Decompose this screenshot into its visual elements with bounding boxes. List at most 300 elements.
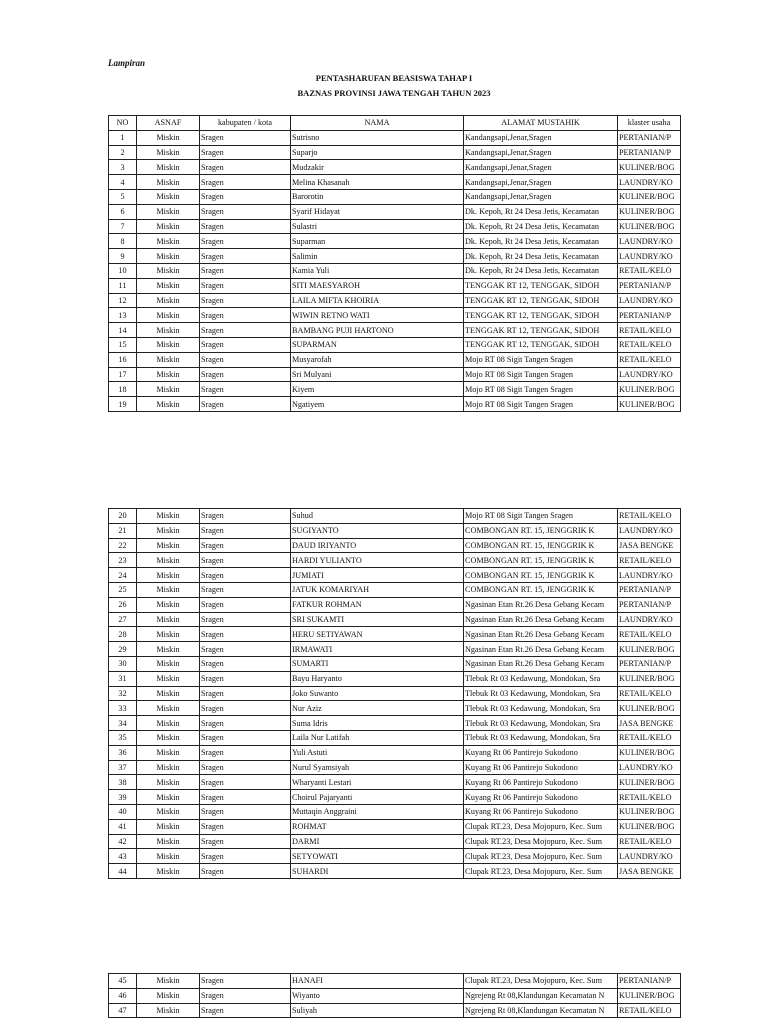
cell-alamat: Kandangsapi,Jenar,Sragen xyxy=(464,160,618,175)
cell-alamat: Ngasinan Etan Rt.26 Desa Gebang Kecam xyxy=(464,612,618,627)
cell-alamat: Kuyang Rt 06 Pantirejo Sukodono xyxy=(464,745,618,760)
cell-klaster: LAUNDRY/KO xyxy=(618,523,681,538)
cell-kabupaten: Sragen xyxy=(200,642,291,657)
cell-asnaf: Miskin xyxy=(137,864,200,879)
cell-kabupaten: Sragen xyxy=(200,730,291,745)
cell-nama: Ngatiyem xyxy=(291,397,464,412)
table-row xyxy=(109,627,681,642)
table-row xyxy=(109,189,681,204)
cell-klaster: PERTANIAN/P xyxy=(618,145,681,160)
cell-no: 23 xyxy=(109,553,137,568)
cell-klaster: RETAIL/KELO xyxy=(618,1003,681,1018)
cell-alamat: TENGGAK RT 12, TENGGAK, SIDOH xyxy=(464,337,618,352)
cell-nama: Joko Suwanto xyxy=(291,686,464,701)
cell-no: 25 xyxy=(109,582,137,597)
cell-asnaf: Miskin xyxy=(137,745,200,760)
cell-kabupaten: Sragen xyxy=(200,337,291,352)
table-row xyxy=(109,249,681,264)
table-row xyxy=(109,730,681,745)
cell-no: 26 xyxy=(109,597,137,612)
table-row xyxy=(109,760,681,775)
table-row xyxy=(109,834,681,849)
cell-no: 1 xyxy=(109,130,137,145)
cell-kabupaten: Sragen xyxy=(200,701,291,716)
cell-no: 44 xyxy=(109,864,137,879)
cell-no: 12 xyxy=(109,293,137,308)
cell-kabupaten: Sragen xyxy=(200,790,291,805)
cell-alamat: TENGGAK RT 12, TENGGAK, SIDOH xyxy=(464,323,618,338)
cell-nama: Choirul Pajaryanti xyxy=(291,790,464,805)
cell-alamat: Tlebuk Rt 03 Kedawung, Mondokan, Sra xyxy=(464,671,618,686)
cell-no: 4 xyxy=(109,175,137,190)
column-header-alamat: ALAMAT MUSTAHIK xyxy=(464,116,618,131)
cell-alamat: Mojo RT 08 Sigit Tangen Sragen xyxy=(464,509,618,524)
table-row xyxy=(109,509,681,524)
cell-no: 36 xyxy=(109,745,137,760)
cell-klaster: KULINER/BOG xyxy=(618,397,681,412)
cell-kabupaten: Sragen xyxy=(200,130,291,145)
cell-alamat: Dk. Kepoh, Rt 24 Desa Jetis, Kecamatan xyxy=(464,204,618,219)
cell-nama: HANAFI xyxy=(291,974,464,989)
cell-alamat: TENGGAK RT 12, TENGGAK, SIDOH xyxy=(464,278,618,293)
column-header-asnaf: ASNAF xyxy=(137,116,200,131)
cell-asnaf: Miskin xyxy=(137,145,200,160)
cell-kabupaten: Sragen xyxy=(200,145,291,160)
cell-no: 33 xyxy=(109,701,137,716)
cell-no: 27 xyxy=(109,612,137,627)
cell-klaster: LAUNDRY/KO xyxy=(618,293,681,308)
cell-asnaf: Miskin xyxy=(137,249,200,264)
cell-kabupaten: Sragen xyxy=(200,612,291,627)
table-row xyxy=(109,352,681,367)
cell-no: 38 xyxy=(109,775,137,790)
cell-no: 11 xyxy=(109,278,137,293)
document-title: PENTASHARUFAN BEASISWA TAHAP I xyxy=(315,73,473,83)
cell-nama: DARMI xyxy=(291,834,464,849)
cell-kabupaten: Sragen xyxy=(200,568,291,583)
cell-nama: Laila Nur Latifah xyxy=(291,730,464,745)
cell-no: 22 xyxy=(109,538,137,553)
table-row xyxy=(109,612,681,627)
cell-kabupaten: Sragen xyxy=(200,397,291,412)
table-row xyxy=(109,790,681,805)
table-row xyxy=(109,1003,681,1018)
cell-nama: Barorotin xyxy=(291,189,464,204)
cell-kabupaten: Sragen xyxy=(200,160,291,175)
cell-asnaf: Miskin xyxy=(137,775,200,790)
cell-nama: Syarif Hidayat xyxy=(291,204,464,219)
cell-no: 16 xyxy=(109,352,137,367)
cell-nama: HERU SETIYAWAN xyxy=(291,627,464,642)
cell-alamat: TENGGAK RT 12, TENGGAK, SIDOH xyxy=(464,293,618,308)
table-row xyxy=(109,204,681,219)
cell-asnaf: Miskin xyxy=(137,293,200,308)
cell-klaster: RETAIL/KELO xyxy=(618,834,681,849)
cell-alamat: Kuyang Rt 06 Pantirejo Sukodono xyxy=(464,760,618,775)
cell-no: 17 xyxy=(109,367,137,382)
cell-no: 46 xyxy=(109,988,137,1003)
recipients-table-3 xyxy=(108,973,681,1018)
cell-kabupaten: Sragen xyxy=(200,509,291,524)
cell-kabupaten: Sragen xyxy=(200,745,291,760)
cell-klaster: JASA BENGKE xyxy=(618,538,681,553)
table-row xyxy=(109,775,681,790)
cell-kabupaten: Sragen xyxy=(200,804,291,819)
cell-alamat: Tlebuk Rt 03 Kedawung, Mondokan, Sra xyxy=(464,686,618,701)
cell-no: 37 xyxy=(109,760,137,775)
table-row xyxy=(109,523,681,538)
cell-klaster: KULINER/BOG xyxy=(618,189,681,204)
table-row xyxy=(109,849,681,864)
cell-asnaf: Miskin xyxy=(137,701,200,716)
table-row xyxy=(109,553,681,568)
cell-asnaf: Miskin xyxy=(137,509,200,524)
table-row xyxy=(109,568,681,583)
table-row xyxy=(109,323,681,338)
cell-nama: Yuli Astuti xyxy=(291,745,464,760)
table-row xyxy=(109,278,681,293)
cell-klaster: JASA BENGKE xyxy=(618,864,681,879)
table-row xyxy=(109,582,681,597)
cell-klaster: RETAIL/KELO xyxy=(618,509,681,524)
cell-klaster: RETAIL/KELO xyxy=(618,790,681,805)
cell-klaster: RETAIL/KELO xyxy=(618,730,681,745)
cell-asnaf: Miskin xyxy=(137,175,200,190)
cell-asnaf: Miskin xyxy=(137,367,200,382)
cell-asnaf: Miskin xyxy=(137,523,200,538)
cell-asnaf: Miskin xyxy=(137,834,200,849)
cell-alamat: Clupak RT.23, Desa Mojopuro, Kec. Sum xyxy=(464,819,618,834)
table-row xyxy=(109,974,681,989)
cell-nama: Nur Aziz xyxy=(291,701,464,716)
cell-kabupaten: Sragen xyxy=(200,189,291,204)
cell-nama: Muttaqin Anggraini xyxy=(291,804,464,819)
table-row xyxy=(109,819,681,834)
cell-no: 15 xyxy=(109,337,137,352)
cell-asnaf: Miskin xyxy=(137,382,200,397)
cell-kabupaten: Sragen xyxy=(200,775,291,790)
cell-klaster: KULINER/BOG xyxy=(618,382,681,397)
cell-kabupaten: Sragen xyxy=(200,382,291,397)
cell-klaster: KULINER/BOG xyxy=(618,671,681,686)
table-header-row xyxy=(109,116,681,131)
cell-nama: HARDI YULIANTO xyxy=(291,553,464,568)
cell-klaster: RETAIL/KELO xyxy=(618,352,681,367)
cell-no: 18 xyxy=(109,382,137,397)
cell-asnaf: Miskin xyxy=(137,627,200,642)
cell-no: 45 xyxy=(109,974,137,989)
cell-no: 8 xyxy=(109,234,137,249)
cell-kabupaten: Sragen xyxy=(200,582,291,597)
table-row xyxy=(109,864,681,879)
recipients-table-1 xyxy=(108,115,681,412)
cell-kabupaten: Sragen xyxy=(200,627,291,642)
cell-asnaf: Miskin xyxy=(137,1003,200,1018)
cell-kabupaten: Sragen xyxy=(200,323,291,338)
cell-klaster: KULINER/BOG xyxy=(618,819,681,834)
cell-no: 13 xyxy=(109,308,137,323)
cell-asnaf: Miskin xyxy=(137,160,200,175)
cell-alamat: Mojo RT 08 Sigit Tangen Sragen xyxy=(464,352,618,367)
table-row xyxy=(109,337,681,352)
cell-no: 34 xyxy=(109,716,137,731)
cell-asnaf: Miskin xyxy=(137,538,200,553)
cell-alamat: Mojo RT 08 Sigit Tangen Sragen xyxy=(464,367,618,382)
cell-klaster: LAUNDRY/KO xyxy=(618,367,681,382)
cell-asnaf: Miskin xyxy=(137,323,200,338)
cell-alamat: Dk. Kepoh, Rt 24 Desa Jetis, Kecamatan xyxy=(464,234,618,249)
cell-klaster: KULINER/BOG xyxy=(618,642,681,657)
cell-no: 21 xyxy=(109,523,137,538)
cell-nama: Sulastri xyxy=(291,219,464,234)
cell-no: 3 xyxy=(109,160,137,175)
cell-alamat: Ngasinan Etan Rt.26 Desa Gebang Kecam xyxy=(464,656,618,671)
cell-alamat: Ngrejeng Rt 08,Klandungan Kecamatan N xyxy=(464,988,618,1003)
cell-asnaf: Miskin xyxy=(137,656,200,671)
table-row xyxy=(109,175,681,190)
cell-alamat: COMBONGAN RT. 15, JENGGRIK K xyxy=(464,553,618,568)
cell-nama: Suhud xyxy=(291,509,464,524)
cell-klaster: LAUNDRY/KO xyxy=(618,234,681,249)
cell-no: 30 xyxy=(109,656,137,671)
cell-no: 19 xyxy=(109,397,137,412)
cell-no: 24 xyxy=(109,568,137,583)
cell-asnaf: Miskin xyxy=(137,819,200,834)
table-row xyxy=(109,804,681,819)
cell-no: 31 xyxy=(109,671,137,686)
cell-klaster: LAUNDRY/KO xyxy=(618,568,681,583)
cell-no: 29 xyxy=(109,642,137,657)
cell-kabupaten: Sragen xyxy=(200,249,291,264)
cell-alamat: Tlebuk Rt 03 Kedawung, Mondokan, Sra xyxy=(464,730,618,745)
cell-no: 5 xyxy=(109,189,137,204)
cell-klaster: PERTANIAN/P xyxy=(618,582,681,597)
cell-kabupaten: Sragen xyxy=(200,367,291,382)
cell-alamat: Kandangsapi,Jenar,Sragen xyxy=(464,130,618,145)
cell-alamat: Clupak RT.23, Desa Mojopuro, Kec. Sum xyxy=(464,864,618,879)
cell-kabupaten: Sragen xyxy=(200,553,291,568)
cell-alamat: Dk. Kepoh, Rt 24 Desa Jetis, Kecamatan xyxy=(464,219,618,234)
cell-nama: Kiyem xyxy=(291,382,464,397)
cell-nama: Suma Idris xyxy=(291,716,464,731)
cell-klaster: PERTANIAN/P xyxy=(618,308,681,323)
cell-alamat: Mojo RT 08 Sigit Tangen Sragen xyxy=(464,382,618,397)
cell-no: 6 xyxy=(109,204,137,219)
cell-alamat: Kuyang Rt 06 Pantirejo Sukodono xyxy=(464,775,618,790)
table-row xyxy=(109,656,681,671)
cell-alamat: Ngasinan Etan Rt.26 Desa Gebang Kecam xyxy=(464,642,618,657)
cell-klaster: PERTANIAN/P xyxy=(618,130,681,145)
cell-alamat: COMBONGAN RT. 15, JENGGRIK K xyxy=(464,523,618,538)
cell-alamat: Tlebuk Rt 03 Kedawung, Mondokan, Sra xyxy=(464,701,618,716)
cell-klaster: RETAIL/KELO xyxy=(618,686,681,701)
cell-asnaf: Miskin xyxy=(137,337,200,352)
cell-kabupaten: Sragen xyxy=(200,1003,291,1018)
table-row xyxy=(109,538,681,553)
cell-asnaf: Miskin xyxy=(137,790,200,805)
cell-klaster: KULINER/BOG xyxy=(618,160,681,175)
cell-kabupaten: Sragen xyxy=(200,849,291,864)
cell-nama: Mudzakir xyxy=(291,160,464,175)
cell-kabupaten: Sragen xyxy=(200,864,291,879)
cell-kabupaten: Sragen xyxy=(200,656,291,671)
cell-kabupaten: Sragen xyxy=(200,538,291,553)
table-row xyxy=(109,671,681,686)
cell-kabupaten: Sragen xyxy=(200,204,291,219)
cell-no: 28 xyxy=(109,627,137,642)
cell-nama: SUPARMAN xyxy=(291,337,464,352)
cell-asnaf: Miskin xyxy=(137,612,200,627)
cell-asnaf: Miskin xyxy=(137,597,200,612)
cell-nama: SRI SUKAMTI xyxy=(291,612,464,627)
cell-no: 40 xyxy=(109,804,137,819)
table-row xyxy=(109,219,681,234)
cell-alamat: Ngasinan Etan Rt.26 Desa Gebang Kecam xyxy=(464,597,618,612)
cell-nama: Bayu Haryanto xyxy=(291,671,464,686)
cell-asnaf: Miskin xyxy=(137,716,200,731)
cell-klaster: KULINER/BOG xyxy=(618,804,681,819)
cell-asnaf: Miskin xyxy=(137,278,200,293)
column-header-kabupaten: kabupaten / kota xyxy=(200,116,291,131)
cell-klaster: RETAIL/KELO xyxy=(618,627,681,642)
cell-nama: Melina Khasanah xyxy=(291,175,464,190)
table-row xyxy=(109,382,681,397)
cell-alamat: Tlebuk Rt 03 Kedawung, Mondokan, Sra xyxy=(464,716,618,731)
cell-nama: ROHMAT xyxy=(291,819,464,834)
cell-nama: Suparman xyxy=(291,234,464,249)
cell-kabupaten: Sragen xyxy=(200,293,291,308)
column-header-nama: NAMA xyxy=(291,116,464,131)
cell-asnaf: Miskin xyxy=(137,352,200,367)
cell-asnaf: Miskin xyxy=(137,568,200,583)
cell-klaster: LAUNDRY/KO xyxy=(618,175,681,190)
cell-nama: SITI MAESYAROH xyxy=(291,278,464,293)
cell-kabupaten: Sragen xyxy=(200,760,291,775)
cell-nama: Wiyanto xyxy=(291,988,464,1003)
cell-no: 41 xyxy=(109,819,137,834)
cell-klaster: KULINER/BOG xyxy=(618,745,681,760)
cell-kabupaten: Sragen xyxy=(200,834,291,849)
cell-nama: SUMARTI xyxy=(291,656,464,671)
cell-kabupaten: Sragen xyxy=(200,988,291,1003)
cell-klaster: LAUNDRY/KO xyxy=(618,612,681,627)
cell-kabupaten: Sragen xyxy=(200,974,291,989)
cell-klaster: KULINER/BOG xyxy=(618,988,681,1003)
cell-klaster: KULINER/BOG xyxy=(618,701,681,716)
table-row xyxy=(109,397,681,412)
cell-nama: SETYOWATI xyxy=(291,849,464,864)
table-row xyxy=(109,745,681,760)
cell-asnaf: Miskin xyxy=(137,988,200,1003)
cell-no: 43 xyxy=(109,849,137,864)
cell-no: 47 xyxy=(109,1003,137,1018)
cell-alamat: Ngasinan Etan Rt.26 Desa Gebang Kecam xyxy=(464,627,618,642)
cell-asnaf: Miskin xyxy=(137,553,200,568)
cell-alamat: Kandangsapi,Jenar,Sragen xyxy=(464,145,618,160)
table-row xyxy=(109,686,681,701)
cell-alamat: Clupak RT.23, Desa Mojopuro, Kec. Sum xyxy=(464,849,618,864)
cell-asnaf: Miskin xyxy=(137,582,200,597)
cell-kabupaten: Sragen xyxy=(200,234,291,249)
cell-alamat: Ngrejeng Rt 08,Klandungan Kecamatan N xyxy=(464,1003,618,1018)
cell-klaster: JASA BENGKE xyxy=(618,716,681,731)
cell-no: 14 xyxy=(109,323,137,338)
cell-kabupaten: Sragen xyxy=(200,278,291,293)
cell-klaster: KULINER/BOG xyxy=(618,204,681,219)
table-row xyxy=(109,701,681,716)
cell-no: 20 xyxy=(109,509,137,524)
cell-asnaf: Miskin xyxy=(137,234,200,249)
column-header-no: NO xyxy=(109,116,137,131)
cell-alamat: Kuyang Rt 06 Pantirejo Sukodono xyxy=(464,790,618,805)
table-row xyxy=(109,160,681,175)
cell-no: 39 xyxy=(109,790,137,805)
cell-asnaf: Miskin xyxy=(137,849,200,864)
table-row xyxy=(109,130,681,145)
cell-nama: FATKUR ROHMAN xyxy=(291,597,464,612)
cell-nama: Wharyanti Lestari xyxy=(291,775,464,790)
cell-alamat: Kuyang Rt 06 Pantirejo Sukodono xyxy=(464,804,618,819)
cell-asnaf: Miskin xyxy=(137,397,200,412)
cell-nama: Sutrisno xyxy=(291,130,464,145)
cell-klaster: RETAIL/KELO xyxy=(618,263,681,278)
cell-kabupaten: Sragen xyxy=(200,597,291,612)
cell-klaster: LAUNDRY/KO xyxy=(618,249,681,264)
cell-alamat: Clupak RT.23, Desa Mojopuro, Kec. Sum xyxy=(464,834,618,849)
table-row xyxy=(109,263,681,278)
cell-alamat: COMBONGAN RT. 15, JENGGRIK K xyxy=(464,568,618,583)
table-row xyxy=(109,597,681,612)
cell-klaster: KULINER/BOG xyxy=(618,219,681,234)
cell-asnaf: Miskin xyxy=(137,189,200,204)
cell-no: 10 xyxy=(109,263,137,278)
recipients-table-2 xyxy=(108,508,681,879)
table-row xyxy=(109,293,681,308)
cell-asnaf: Miskin xyxy=(137,671,200,686)
cell-no: 2 xyxy=(109,145,137,160)
cell-klaster: RETAIL/KELO xyxy=(618,323,681,338)
lampiran-label: Lampiran xyxy=(108,58,146,68)
cell-kabupaten: Sragen xyxy=(200,308,291,323)
cell-nama: WIWIN RETNO WATI xyxy=(291,308,464,323)
cell-klaster: RETAIL/KELO xyxy=(618,337,681,352)
cell-kabupaten: Sragen xyxy=(200,175,291,190)
cell-nama: JATUK KOMARIYAH xyxy=(291,582,464,597)
cell-kabupaten: Sragen xyxy=(200,819,291,834)
cell-nama: Nurul Syamsiyah xyxy=(291,760,464,775)
cell-asnaf: Miskin xyxy=(137,204,200,219)
table-row xyxy=(109,234,681,249)
cell-nama: Suliyah xyxy=(291,1003,464,1018)
cell-asnaf: Miskin xyxy=(137,642,200,657)
cell-no: 9 xyxy=(109,249,137,264)
cell-asnaf: Miskin xyxy=(137,760,200,775)
cell-nama: IRMAWATI xyxy=(291,642,464,657)
cell-alamat: TENGGAK RT 12, TENGGAK, SIDOH xyxy=(464,308,618,323)
cell-no: 35 xyxy=(109,730,137,745)
cell-alamat: Mojo RT 08 Sigit Tangen Sragen xyxy=(464,397,618,412)
cell-klaster: RETAIL/KELO xyxy=(618,553,681,568)
cell-nama: Suparjo xyxy=(291,145,464,160)
table-row xyxy=(109,367,681,382)
cell-no: 7 xyxy=(109,219,137,234)
cell-alamat: Kandangsapi,Jenar,Sragen xyxy=(464,189,618,204)
cell-nama: Sri Mulyani xyxy=(291,367,464,382)
cell-klaster: PERTANIAN/P xyxy=(618,597,681,612)
column-header-klaster: klaster usaha xyxy=(618,116,681,131)
cell-alamat: COMBONGAN RT. 15, JENGGRIK K xyxy=(464,538,618,553)
cell-alamat: Kandangsapi,Jenar,Sragen xyxy=(464,175,618,190)
